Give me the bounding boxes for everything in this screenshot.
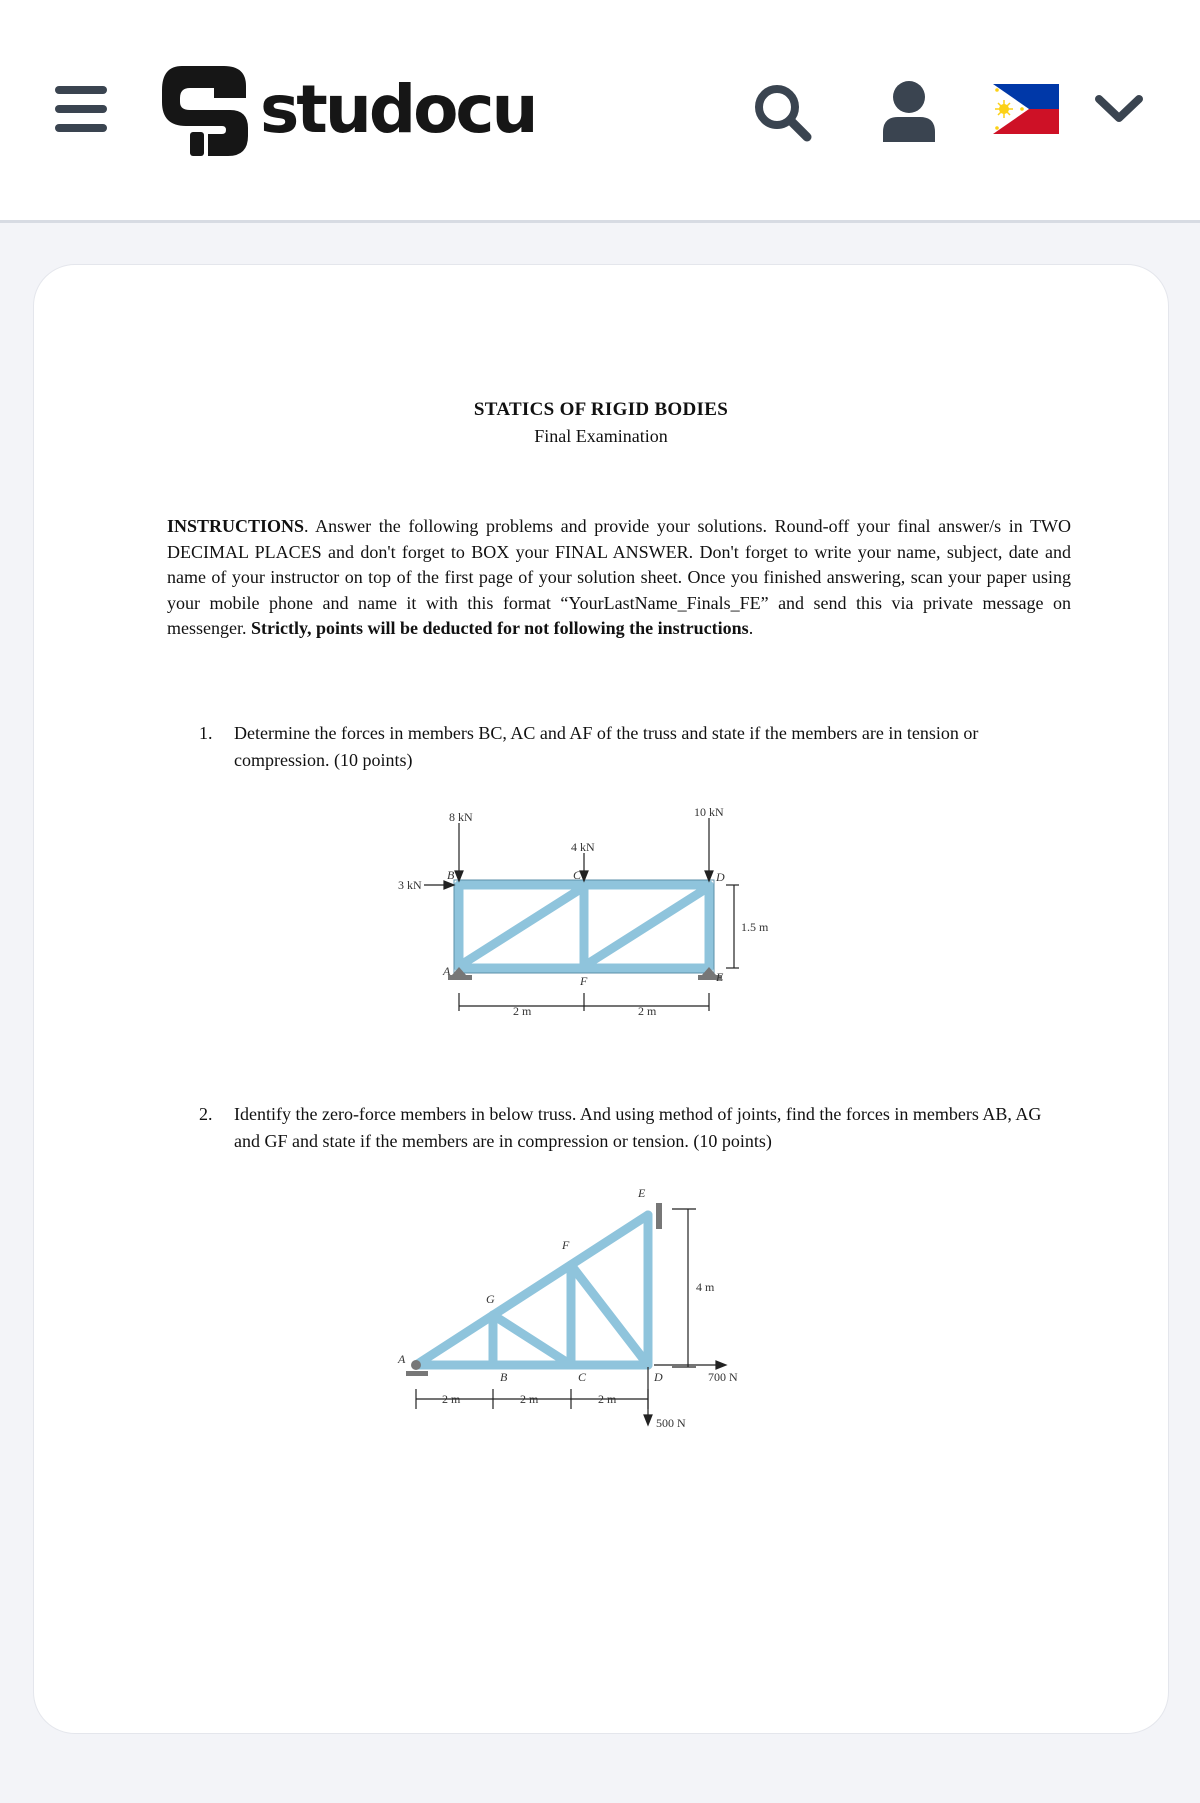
dimension-label: 2 m [638,1004,657,1018]
node-label: C [578,1370,587,1384]
load-label: 8 kN [449,810,473,824]
instructions-emphasis: Strictly, points will be deducted for not following the instructions [250,618,749,638]
chevron-down-icon [1095,94,1143,124]
document-page [33,264,1169,1734]
node-label: E [716,970,724,984]
user-icon[interactable] [881,80,937,142]
dimension-label: 2 m [513,1004,532,1018]
dimension-label: 2 m [442,1392,461,1406]
truss-figure-2 [398,1167,886,1527]
load-label: 4 kN [571,840,595,854]
load-label: 10 kN [694,805,724,819]
node-label: D [654,1370,663,1384]
node-label: E [638,1186,646,1200]
node-label: B [447,868,455,882]
truss-figure-1 [398,803,884,1058]
instructions-paragraph [167,514,1071,642]
philippines-flag-icon [993,84,1059,134]
instructions-label: INSTRUCTIONS [167,516,305,536]
node-label: B [500,1370,508,1384]
node-label: G [486,1292,495,1306]
dimension-label: 4 m [696,1280,715,1294]
truss-members [416,1215,648,1365]
node-label: C [573,868,582,882]
dimension-label: 2 m [598,1392,617,1406]
problem-number: 2. [199,1104,213,1124]
load-label: 700 N [708,1370,738,1384]
studocu-logo-icon [160,64,260,156]
node-label: A [398,1352,406,1366]
top-header [0,0,1200,223]
logo-wordmark: studocu [260,71,536,148]
node-label: F [562,1238,570,1252]
document-subtitle: Final Examination [534,426,668,446]
hamburger-menu-icon[interactable] [55,86,107,132]
search-icon[interactable] [752,82,814,144]
document-title: STATICS OF RIGID BODIES [473,399,729,420]
studocu-logo[interactable] [160,64,536,156]
language-selector[interactable] [993,84,1123,136]
dimension-label: 2 m [520,1392,539,1406]
problem-2 [199,1101,1069,1155]
load-label: 3 kN [398,878,422,892]
dimension-label: 1.5 m [741,920,769,934]
load-label: 500 N [656,1416,686,1430]
node-label: F [580,974,588,988]
node-label: A [443,964,451,978]
problem-1 [199,720,1069,774]
instructions-body: . Answer the following problems and provide your solutions. Round-off your final answer/s in TWO DECIMAL PLACES and don't forget to BOX your FINAL ANSWER. Don't forget to write your name, subject, date and name of your instructor on top of the first page of your solution sheet. Once you finished answering, scan your paper using your mobile phone and name it with this format “YourLastName_Finals_FE” and send this via private message on messenger. [167,516,1071,638]
instructions-end: . [748,618,754,638]
truss-members [459,885,709,968]
node-label: D [716,870,725,884]
problem-text: Determine the forces in members BC, AC and AF of the truss and state if the members are in tension or compression. (10 points) [234,723,979,770]
problem-number: 1. [199,723,213,743]
problem-text: Identify the zero-force members in below truss. And using method of joints, find the forces in members AB, AG and GF and state if the members are in compression or tension. (10 points) [234,1104,1042,1151]
